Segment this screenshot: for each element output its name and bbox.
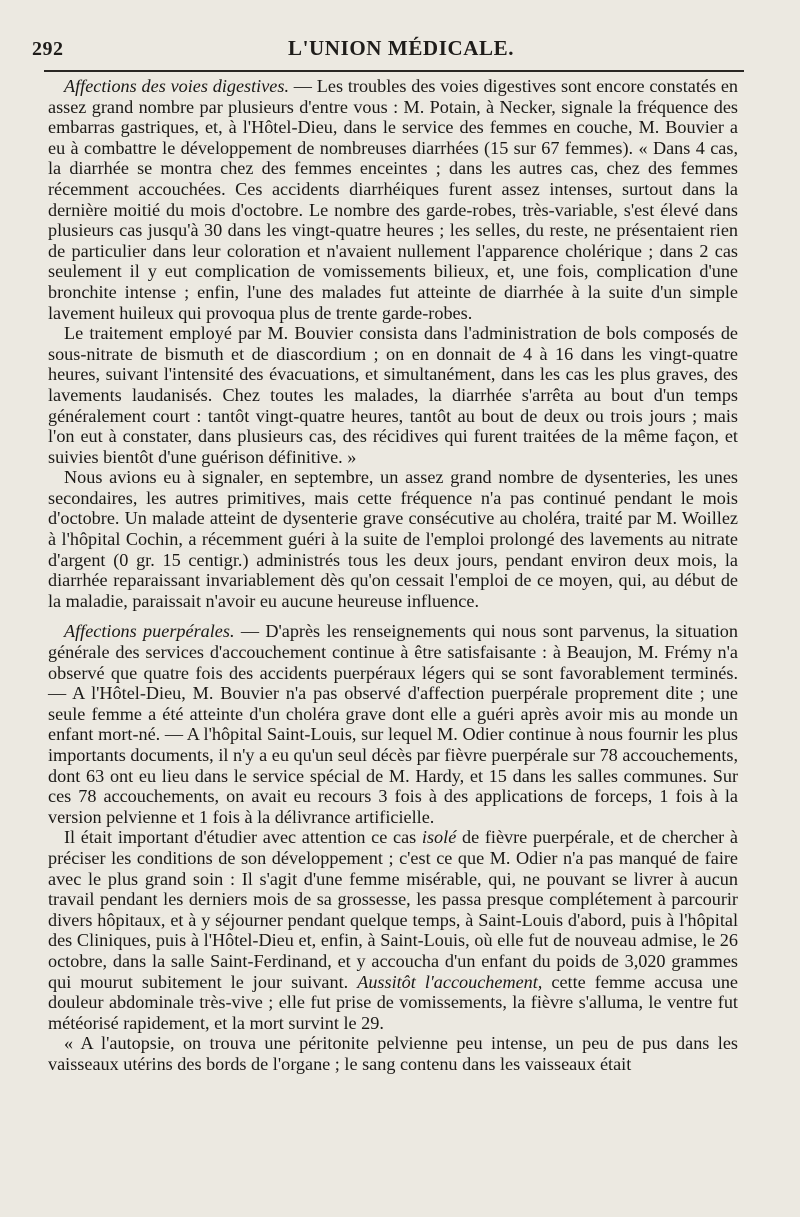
paragraph-autopsy [48, 1033, 738, 1074]
page-header [32, 34, 782, 64]
italic-term: isolé [421, 827, 457, 848]
section-heading-puerperal: Affections puerpérales. [64, 621, 235, 642]
paragraph-isolated-case [48, 827, 738, 1033]
paragraph-digestive-affections [48, 76, 738, 323]
paragraph-text: — Les troubles des voies digestives sont encore constatés en assez grand nombre par plusieurs d'entre vous : M. Potain, à Necker, signale la fréquence des embarras gastriques, et, à l'Hôtel-Dieu, dans le service des femmes en couche, M. Bouvier a eu à combattre le développement de nombreuses diarrhées (15 sur 67 femmes). « Dans 4 cas, la diarrhée se montra chez des femmes enceintes ; dans les autres cas, chez des femmes récemment accouchées. Ces accidents diarrhéiques furent assez intenses, surtout dans la dernière moitié du mois d'octobre. Le nombre des garde-robes, très-variable, s'est élevé dans plusieurs cas jusqu'à 30 dans les vingt-quatre heures ; les selles, du reste, ne présentaient rien de particulier dans leur coloration et n'avaient nullement l'apparence cholérique ; dans 2 cas seulement il y eut complication de vomissements bilieux, et, une fois, complication d'une bronchite intense ; enfin, l'une des malades fut atteinte de diarrhée à la suite d'un simple lavement huileux qui provoqua plus de trente garde-robes. [48, 76, 738, 323]
paragraph-text: « A l'autopsie, on trouva une péritonite pelvienne peu intense, un peu de pus dans les vaisseaux utérins des bords de l'organe ; le sang contenu dans les vaisseaux était [48, 1033, 738, 1074]
paragraph-treatment [48, 323, 738, 467]
page-number: 292 [32, 38, 64, 60]
paragraph-text: Le traitement employé par M. Bouvier consista dans l'administration de bols composés de sous-nitrate de bismuth et de diascordium ; on en donnait de 4 à 16 dans les vingt-quatre heures, suivant l'intensité des évacuations, et simultanément, dans les cas les plus graves, des lavements laudanisés. Chez toutes les malades, la diarrhée s'arrêta au bout d'un temps généralement court : tantôt vingt-quatre heures, tantôt au bout de deux ou trois jours ; mais l'on eut à constater, dans plusieurs cas, des récidives qui furent traitées de la même façon, et suivies bientôt d'une guérison définitive. » [48, 323, 738, 467]
paragraph-text: — D'après les renseignements qui nous sont parvenus, la situation générale des services d'accouchement continue à être satisfaisante : à Beaujon, M. Frémy n'a observé que quatre fois des accidents puerpéraux légers qui se sont favorablement terminés. — A l'Hôtel-Dieu, M. Bouvier n'a pas observé d'affection puerpérale proprement dite ; une seule femme a été atteinte d'un choléra grave dont elle a guéri après avoir mis au monde un enfant mort-né. — A l'hôpital Saint-Louis, sur lequel M. Odier continue à nous fournir les plus importants documents, il n'y a eu qu'un seul décès par fièvre puerpérale sur 78 accouchements, dont 63 ont eu lieu dans le service spécial de M. Hardy, et 15 dans les salles communes. Sur ces 78 accouchements, on avait eu recours 3 fois à des applications de forceps, 1 fois à la version pelvienne et 1 fois à la délivrance artificielle. [48, 621, 738, 827]
running-title: L'UNION MÉDICALE. [288, 36, 515, 60]
paragraph-dysentery [48, 467, 738, 611]
header-rule [44, 70, 744, 72]
paragraph-text: Nous avions eu à signaler, en septembre, un assez grand nombre de dysenteries, les unes secondaires, les autres primitives, mais cette fréquence n'a pas continué pendant le mois d'octobre. Un malade atteint de dysenterie grave consécutive au choléra, traité par M. Woillez à l'hôpital Cochin, a récemment guéri à la suite de l'emploi prolongé des lavements au nitrate d'argent (0 gr. 15 centigr.) administrés tous les deux jours, pendant environ deux mois, la diarrhée reparaissant invariablement dès qu'on cessait l'emploi de ce moyen, qui, au début de la maladie, paraissait n'avoir eu aucune heureuse influence. [48, 467, 738, 611]
paragraph-text: cette femme accusa une douleur abdominale très-vive ; elle fut prise de vomissements, la fièvre s'alluma, le ventre fut météorisé rapidement, et la mort survint le 29. [48, 971, 738, 1033]
paragraph-text: Il était important d'étudier avec attention ce cas [64, 827, 422, 848]
paragraph-text: de fièvre puerpérale, et de chercher à préciser les conditions de son développement ; c'est ce que M. Odier n'a pas manqué de faire avec le plus grand soin : Il s'agit d'une femme misérable, qui, ne pouvant se livrer à aucun travail pendant les derniers mois de sa grossesse, les passa presque complétement à parcourir divers hôpitaux, et à y séjourner pendant quelque temps, à Saint-Louis d'abord, puis à l'hôpital des Cliniques, puis à l'Hôtel-Dieu et, enfin, à Saint-Louis, où elle fut de nouveau admise, le 26 octobre, dans la salle Saint-Ferdinand, et y accoucha d'un enfant du poids de 3,020 grammes qui mourut subitement le jour suivant. [48, 827, 738, 992]
article-body [48, 76, 738, 1075]
paragraph-puerperal-affections [48, 621, 738, 827]
section-heading-digestive: Affections des voies digestives. [64, 76, 289, 96]
italic-phrase: Aussitôt l'accouchement, [357, 971, 543, 992]
